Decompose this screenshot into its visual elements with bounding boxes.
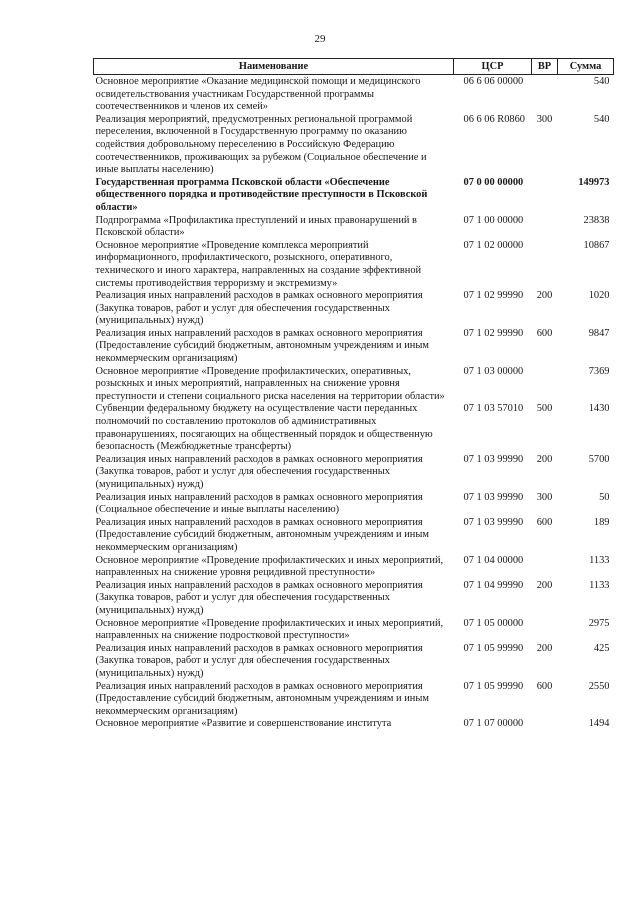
row-name-cell: Реализация иных направлений расходов в рамках основного мероприятия (Закупка товаров, работ и услуг для обеспечения государственных (муниципальных) нужд) bbox=[95, 290, 423, 327]
table-row bbox=[94, 75, 614, 114]
page-number: 29 bbox=[314, 33, 326, 45]
table-header bbox=[94, 59, 614, 75]
row-name-cell: Основное мероприятие «Проведение профилактических и иных мероприятий, направленных на снижение уровня рецидивной преступности» bbox=[95, 554, 444, 579]
row-sum-cell: 2550 bbox=[588, 680, 610, 692]
table-row bbox=[94, 580, 614, 618]
row-vr-cell bbox=[532, 75, 558, 114]
row-vr-cell: 600 bbox=[536, 516, 553, 528]
row-csr-cell: 06 6 06 R0860 bbox=[463, 113, 525, 125]
table-row bbox=[94, 290, 614, 328]
table-row bbox=[94, 403, 614, 453]
row-csr-cell: 07 1 02 00000 bbox=[463, 239, 524, 251]
row-name-cell: Основное мероприятие «Проведение профилактических, оперативных, розыскных и иных мероприятий, направленных на снижение уровня преступности и степени социального риска населения на территории области» bbox=[95, 365, 445, 402]
row-sum-cell: 9847 bbox=[588, 327, 610, 339]
row-name-cell: Основное мероприятие «Развитие и совершенствование института bbox=[95, 718, 392, 730]
row-name-cell: Реализация иных направлений расходов в рамках основного мероприятия (Закупка товаров, работ и услуг для обеспечения государственных (муниципальных) нужд) bbox=[95, 642, 423, 679]
row-csr-cell: 07 1 03 57010 bbox=[463, 403, 524, 415]
header-name: Наименование bbox=[94, 59, 454, 75]
row-sum-cell: 540 bbox=[593, 76, 610, 87]
table-row bbox=[94, 643, 614, 681]
row-vr-cell bbox=[532, 555, 558, 580]
row-csr-cell: 07 0 00 00000 bbox=[463, 176, 524, 188]
row-sum-cell: 1430 bbox=[588, 403, 610, 415]
budget-table bbox=[93, 58, 614, 731]
header-vr: ВР bbox=[532, 59, 558, 75]
row-vr-cell: 600 bbox=[536, 327, 553, 339]
row-name-cell: Реализация мероприятий, предусмотренных региональной программой переселения, включенной в Государственную программу по оказанию содействия добровольному переселению в Российскую Федерацию соотечественников, проживающих за рубежом (Социальное обеспечение и иные выплаты населению) bbox=[95, 113, 427, 176]
row-vr-cell: 500 bbox=[536, 403, 553, 415]
row-csr-cell: 07 1 03 99990 bbox=[463, 491, 524, 503]
table-row bbox=[94, 492, 614, 517]
header-csr: ЦСР bbox=[454, 59, 532, 75]
row-csr-cell: 07 1 05 99990 bbox=[463, 642, 524, 654]
header-sum: Сумма bbox=[558, 59, 614, 75]
table-body bbox=[94, 75, 614, 731]
row-sum-cell: 7369 bbox=[588, 365, 610, 377]
row-sum-cell: 149973 bbox=[578, 176, 610, 188]
row-csr-cell: 07 1 02 99990 bbox=[463, 327, 524, 339]
row-vr-cell: 600 bbox=[536, 680, 553, 692]
row-name-cell: Реализация иных направлений расходов в рамках основного мероприятия (Закупка товаров, работ и услуг для обеспечения государственных (муниципальных) нужд) bbox=[95, 579, 423, 616]
row-sum-cell: 50 bbox=[599, 491, 610, 503]
row-csr-cell: 07 1 04 00000 bbox=[463, 554, 524, 566]
row-name-cell: Реализация иных направлений расходов в рамках основного мероприятия (Предоставление субсидий бюджетным, автономным учреждениям и иным некоммерческим организациям) bbox=[95, 327, 429, 365]
table-row bbox=[94, 454, 614, 492]
table-row bbox=[94, 215, 614, 240]
row-vr-cell bbox=[532, 366, 558, 404]
header-row bbox=[94, 59, 614, 75]
table-row bbox=[94, 366, 614, 404]
row-vr-cell bbox=[532, 215, 558, 240]
row-sum-cell: 540 bbox=[593, 113, 610, 125]
row-sum-cell: 2975 bbox=[588, 617, 610, 629]
row-vr-cell: 200 bbox=[536, 453, 553, 465]
row-name-cell: Субвенции федеральному бюджету на осуществление части переданных полномочий по составлению протоколов об административных правонарушениях, посягающих на общественный порядок и общественную безопасность (Межбюджетные трансферты) bbox=[95, 403, 433, 453]
row-vr-cell bbox=[532, 240, 558, 290]
table-row bbox=[94, 555, 614, 580]
row-name-cell: Реализация иных направлений расходов в рамках основного мероприятия (Предоставление субсидий бюджетным, автономным учреждениям и иным некоммерческим организациям) bbox=[95, 680, 429, 717]
row-name-cell: Основное мероприятие «Проведение комплекса мероприятий информационного, профилактического, розыскного, оперативного, технического и иного характера, направленных на создание эффективной системы противодействия терроризму и экстремизму» bbox=[95, 239, 422, 289]
row-vr-cell: 200 bbox=[536, 290, 553, 302]
row-csr-cell: 07 1 07 00000 bbox=[463, 718, 524, 730]
table-row bbox=[94, 177, 614, 215]
table-row bbox=[94, 240, 614, 290]
row-sum-cell: 1494 bbox=[588, 718, 610, 730]
row-csr-cell: 07 1 03 99990 bbox=[463, 516, 524, 528]
row-name-cell: Основное мероприятие «Проведение профилактических и иных мероприятий, направленных на снижение подростковой преступности» bbox=[95, 617, 444, 642]
row-csr-cell: 06 6 06 00000 bbox=[463, 76, 524, 87]
row-csr-cell: 07 1 03 00000 bbox=[463, 365, 524, 377]
row-csr-cell: 07 1 03 99990 bbox=[463, 453, 524, 465]
row-vr-cell bbox=[532, 177, 558, 215]
row-sum-cell: 1020 bbox=[588, 290, 610, 302]
row-name-cell: Государственная программа Псковской области «Обеспечение общественного порядка и противодействие преступности в Псковской области» bbox=[95, 176, 428, 213]
row-vr-cell bbox=[532, 718, 558, 731]
row-sum-cell: 425 bbox=[593, 642, 610, 654]
row-sum-cell: 10867 bbox=[583, 239, 610, 251]
row-name-cell: Реализация иных направлений расходов в рамках основного мероприятия (Социальное обеспечение и иные выплаты населению) bbox=[95, 491, 423, 516]
row-sum-cell: 23838 bbox=[583, 214, 610, 226]
table-row bbox=[94, 114, 614, 177]
row-csr-cell: 07 1 02 99990 bbox=[463, 290, 524, 302]
row-name-cell: Основное мероприятие «Оказание медицинской помощи и медицинского освидетельствования участникам Государственной программы соотечественников и членов их семей» bbox=[95, 76, 421, 113]
row-csr-cell: 07 1 05 00000 bbox=[463, 617, 524, 629]
row-sum-cell: 189 bbox=[593, 516, 610, 528]
table-row bbox=[94, 718, 614, 731]
row-sum-cell: 1133 bbox=[589, 554, 610, 566]
row-vr-cell bbox=[532, 618, 558, 643]
table-row bbox=[94, 681, 614, 719]
table-row bbox=[94, 517, 614, 555]
row-csr-cell: 07 1 04 99990 bbox=[463, 579, 524, 591]
row-vr-cell: 200 bbox=[536, 642, 553, 654]
row-name-cell: Реализация иных направлений расходов в рамках основного мероприятия (Закупка товаров, работ и услуг для обеспечения государственных (муниципальных) нужд) bbox=[95, 453, 423, 490]
row-vr-cell: 200 bbox=[536, 579, 553, 591]
row-csr-cell: 07 1 00 00000 bbox=[463, 214, 524, 226]
row-vr-cell: 300 bbox=[536, 113, 553, 125]
row-sum-cell: 1133 bbox=[589, 579, 610, 591]
row-csr-cell: 07 1 05 99990 bbox=[463, 680, 524, 692]
table-row bbox=[94, 618, 614, 643]
row-vr-cell: 300 bbox=[536, 491, 553, 503]
row-name-cell: Реализация иных направлений расходов в рамках основного мероприятия (Предоставление субсидий бюджетным, автономным учреждениям и иным некоммерческим организациям) bbox=[95, 516, 429, 553]
row-sum-cell: 5700 bbox=[588, 453, 610, 465]
table-row bbox=[94, 328, 614, 366]
row-name-cell: Подпрограмма «Профилактика преступлений и иных правонарушений в Псковской области» bbox=[95, 214, 417, 239]
